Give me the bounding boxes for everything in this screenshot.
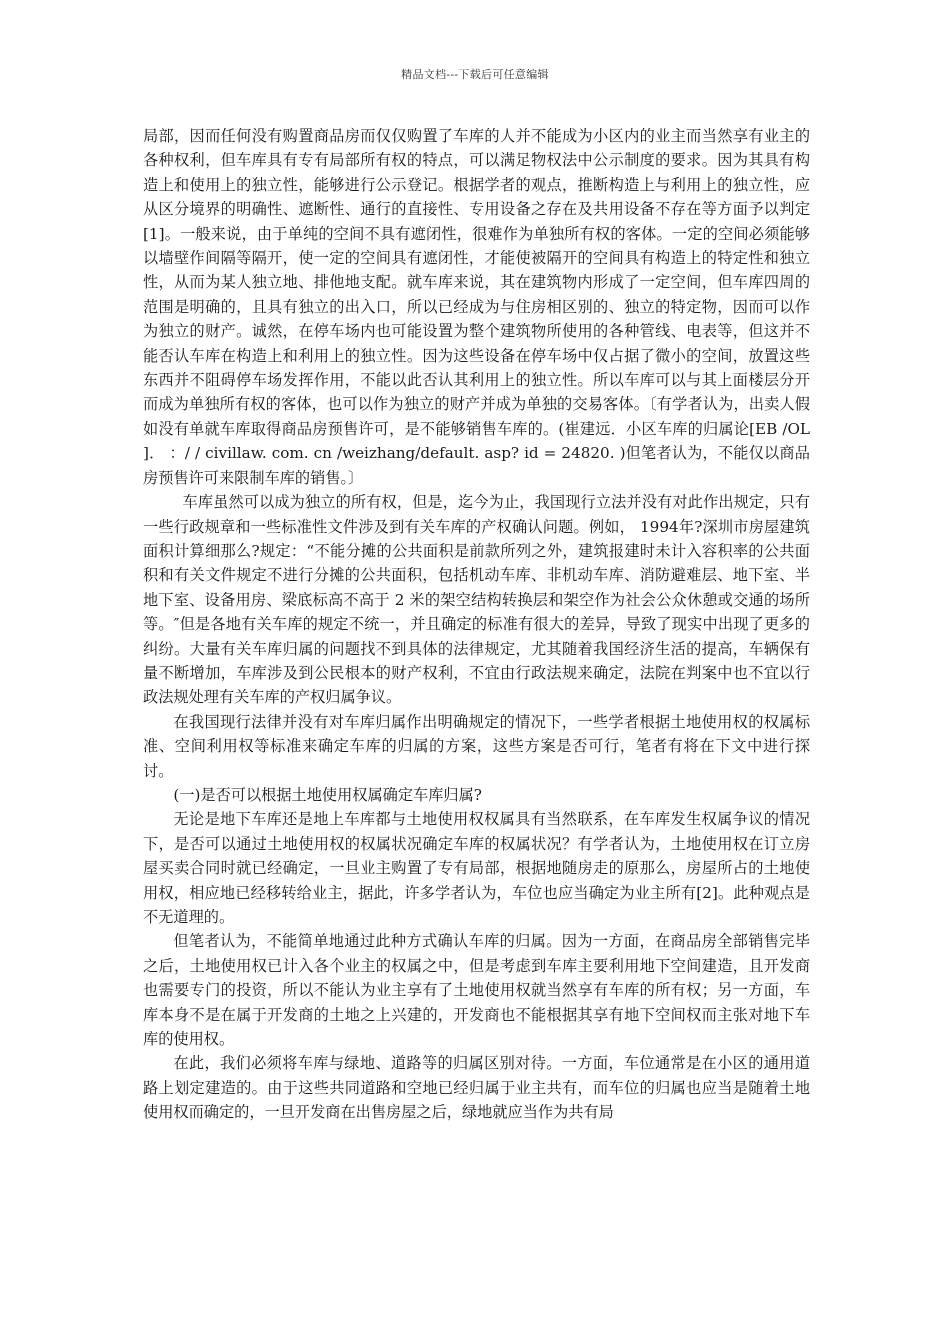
paragraph-6: 在此，我们必须将车库与绿地、道路等的归属区别对待。一方面，车位通常是在小区的通用道路上划定建造的。由于这些共同道路和空地已经归属于业主共有，而车位的归属也应当是随着土地使用权而确定的，一旦开发商在出售房屋之后，绿地就应当作为共有局 — [143, 1054, 810, 1122]
section-heading: (一)是否可以根据土地使用权属确定车库归属? — [173, 785, 482, 804]
paragraph-2: 车库虽然可以成为独立的所有权，但是，迄今为止，我国现行立法并没有对此作出规定，只有一些行政规章和一些标准性文件涉及到有关车库的产权确认问题。例如， 1994年?深圳市房屋建筑面积计算细那么?规定：“不能分摊的公共面积是前款所列之外，建筑报建时未计入容积率的公共面积和有关文件规定不进行分摊的公共面积，包括机动车库、非机动车库、消防避难层、地下室、半地下室、设备用房、梁底标高不高于 2 米的架空结构转换层和架空作为社会公众休憩或交通的场所等。″但是各地有关车库的规定不统一，并且确定的标准有很大的差异，导致了现实中出现了更多的纠纷。大量有关车库归属的问题找不到具体的法律规定，尤其随着我国经济生活的提高，车辆保有量不断增加，车库涉及到公民根本的财产权利，不宜由行政法规来确定，法院在判案中也不宜以行政法规处理有关车库的产权归属争议。 — [143, 493, 810, 707]
paragraph-4: 无论是地下车库还是地上车库都与土地使用权权属具有当然联系，在车库发生权属争议的情况下，是否可以通过土地使用权的权属状况确定车库的权属状况？有学者认为，土地使用权在订立房屋买卖合同时就已经确定，一旦业主购置了专有局部，根据地随房走的原那么，房屋所占的土地使用权，相应地已经移转给业主，据此，许多学者认为，车位也应当确定为业主所有[2]。此种观点是不无道理的。 — [143, 810, 810, 926]
page-header: 精品文档---下载后可任意编辑 — [401, 68, 549, 81]
paragraph-3: 在我国现行法律并没有对车库归属作出明确规定的情况下，一些学者根据土地使用权的权属标准、空间利用权等标准来确定车库的归属的方案，这些方案是否可行，笔者有将在下文中进行探讨。 — [143, 712, 810, 780]
paragraph-5: 但笔者认为，不能简单地通过此种方式确认车库的归属。因为一方面，在商品房全部销售完毕之后，土地使用权已计入各个业主的权属之中，但是考虑到车库主要利用地下空间建造，且开发商也需要专门的投资，所以不能认为业主享有了土地使用权就当然享有车库的所有权；另一方面，车库本身不是在属于开发商的土地之上兴建的，开发商也不能根据其享有地下空间权而主张对地下车库的使用权。 — [143, 932, 810, 1049]
document-body — [143, 124, 810, 1125]
paragraph-1: 局部，因而任何没有购置商品房而仅仅购置了车库的人并不能成为小区内的业主而当然享有业主的各种权利，但车库具有专有局部所有权的特点，可以满足物权法中公示制度的要求。因为其具有构造上和使用上的独立性，能够进行公示登记。根据学者的观点，推断构造上与利用上的独立性，应从区分境界的明确性、遮断性、通行的直接性、专用设备之存在及共用设备不存在等方面予以判定[1]。一般来说，由于单纯的空间不具有遮闭性，很难作为单独所有权的客体。一定的空间必须能够以墙壁作间隔等隔开，使一定的空间具有遮闭性，才能使被隔开的空间具有构造上的特定性和独立性，从而为某人独立地、排他地支配。就车库来说，其在建筑物内形成了一定空间，但车库四周的范围是明确的，且具有独立的出入口，所以已经成为与住房相区别的、独立的特定物，因而可以作为独立的财产。诚然，在停车场内也可能设置为整个建筑物所使用的各种管线、电表等，但这并不能否认车库在构造上和利用上的独立性。因为这些设备在停车场中仅占据了微小的空间，放置这些东西并不阻碍停车场发挥作用，不能以此否认其利用上的独立性。所以车库可以与其上面楼层分开而成为单独所有权的客体，也可以作为独立的财产并成为单独的交易客体。〔有学者认为，出卖人假如没有单就车库取得商品房预售许可，是不能够销售车库的。(崔建远．小区车库的归属论[EB /OL ]． ：/ / civillaw. com. cn /weizhang/default. asp? id = 24820. )但笔者认为，不能仅以商品房预售许可来限制车库的销售。〕 — [143, 127, 810, 487]
